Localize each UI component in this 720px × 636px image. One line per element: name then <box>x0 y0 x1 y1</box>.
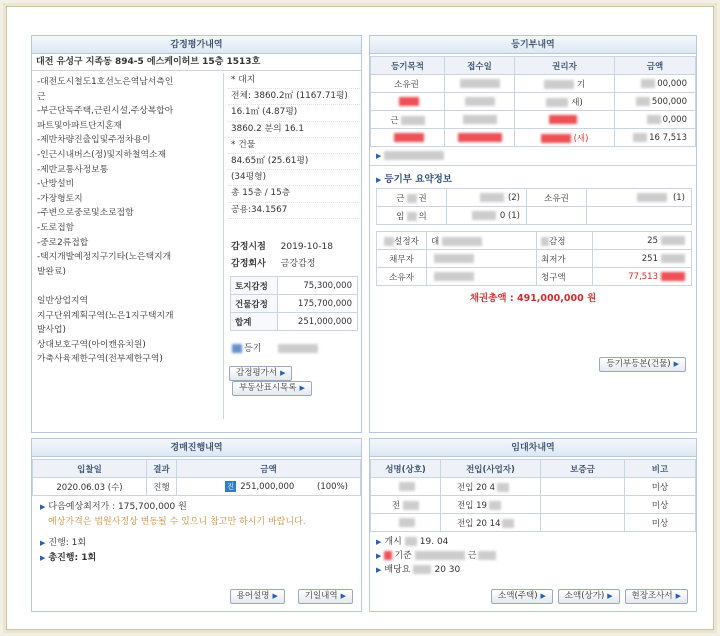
summary-table <box>376 188 692 225</box>
summary-row: 근 권 (2) 소유권 (1) <box>377 189 692 207</box>
description-line: 발사업) <box>37 325 66 336</box>
reg-date <box>445 93 515 111</box>
description-line: -가장형토지 <box>37 193 83 204</box>
property-address: 대전 유성구 지족동 894-5 에스케이허브 15층 1513호 <box>32 54 361 71</box>
total-value: 251,000,000 <box>278 313 358 331</box>
next-min-price: ▶ 다음예상최저가 : 175,700,000 원 <box>40 502 187 512</box>
description-line: -주변으로중로및소로접함 <box>37 208 134 219</box>
area-line: 84.65㎡ (25.61평) <box>228 154 362 170</box>
triangle-icon: ▶ <box>376 566 382 574</box>
triangle-icon: ▶ <box>376 552 382 560</box>
description-line: -도로접함 <box>37 222 75 233</box>
building-value: 175,700,000 <box>278 295 358 313</box>
bid-percent: (100%) <box>317 482 348 492</box>
arrow-right-icon: ▶ <box>280 369 286 377</box>
col-date: 접수일 <box>445 57 515 75</box>
table-row <box>371 129 696 147</box>
bid-result: 진행 <box>147 478 177 496</box>
triangle-icon: ▶ <box>40 503 46 511</box>
registry-table <box>370 56 696 147</box>
appraisal-company-label: 감정회사 <box>231 259 266 269</box>
reg-holder: 새) <box>515 93 615 111</box>
description-line: -제반차량진출입및주정차용이 <box>37 135 151 146</box>
info-row: 소유자 청구액 77,513 <box>377 268 692 286</box>
appraisal-panel <box>31 35 362 433</box>
base-row: ▶ 기준 근 <box>376 549 690 563</box>
table-row: 전입 20 4 미상 <box>371 478 696 496</box>
area-line: * 대지 <box>228 73 362 89</box>
col-deposit: 보증금 <box>541 460 625 478</box>
registry-panel <box>369 35 697 433</box>
page-frame <box>6 6 714 630</box>
area-line: 총 15층 / 15층 <box>228 186 362 202</box>
description-line: -제반교통사정보통 <box>37 164 109 175</box>
total-progress-count: ▶ 총진행: 1회 <box>40 553 97 563</box>
reg-holder <box>515 111 615 129</box>
area-line: * 건물 <box>228 138 362 154</box>
bid-amount: 251,000,000 <box>240 482 295 492</box>
registry-date-row <box>232 342 318 356</box>
appraisal-company: 금강감정 <box>280 259 316 269</box>
dividend-row: ▶ 배당요 20 30 <box>376 565 461 575</box>
reg-amount: 16 7,513 <box>615 129 696 147</box>
col-name: 성명(상호) <box>371 460 441 478</box>
area-info <box>228 73 362 219</box>
appraisal-report-button[interactable]: 감정평가서 ▶ <box>229 366 292 381</box>
terms-button[interactable]: 용어설명 ▶ <box>230 589 285 604</box>
progress-tag: 진 <box>227 482 235 491</box>
table-row <box>371 75 696 93</box>
start-date-row: ▶ 개시 19. 04 <box>376 537 449 547</box>
auction-title: 경매진행내역 <box>32 439 361 457</box>
appraisal-title: 감정평가내역 <box>32 36 361 54</box>
price-notice: 예상가격은 법원사정상 변동될 수 있으니 참고만 하시기 바랍니다. <box>48 517 306 527</box>
appraisal-value-table <box>230 276 358 331</box>
reg-purpose: 근 <box>371 111 445 129</box>
col-amount: 금액 <box>177 460 361 478</box>
description-line: 발완료) <box>37 266 66 277</box>
building-label: 건물감정 <box>231 295 278 313</box>
reg-holder: 기 <box>515 75 615 93</box>
arrow-right-icon: ▶ <box>673 360 679 368</box>
arrow-right-icon: ▶ <box>607 592 613 600</box>
info-row: 설정자 대 감정 25 <box>377 232 692 250</box>
triangle-icon: ▶ <box>376 152 382 160</box>
reg-purpose: 소유권 <box>371 75 445 93</box>
tenant-panel <box>369 438 697 612</box>
small-claim-shop-button[interactable]: 소액(상가) ▶ <box>558 589 620 604</box>
description-line: 파트및아파트단지혼재 <box>37 120 122 131</box>
col-note: 비고 <box>625 460 696 478</box>
reg-holder: (새) <box>515 129 615 147</box>
col-holder: 권리자 <box>515 57 615 75</box>
description-line: 지구단위계획구역(노은1지구택지개 <box>37 310 174 321</box>
col-amount: 금액 <box>615 57 696 75</box>
land-value: 75,300,000 <box>278 277 358 295</box>
info-table <box>376 231 692 286</box>
registry-title: 등기부내역 <box>370 36 696 54</box>
description-line: 일반상업지역 <box>37 295 88 306</box>
reg-amount: 0,000 <box>615 111 696 129</box>
col-bid-date: 입찰일 <box>33 460 147 478</box>
area-line: 공용:34.1567 <box>228 203 362 219</box>
reg-date <box>445 111 515 129</box>
progress-count: ▶ 진행: 1회 <box>40 538 87 548</box>
registry-note <box>370 147 696 165</box>
description-line <box>37 279 223 294</box>
table-row <box>371 93 696 111</box>
description-line: -인근시내버스(정)및지하철역소재 <box>37 149 167 160</box>
description-line: 근 <box>37 91 46 102</box>
reg-purpose <box>371 93 445 111</box>
triangle-icon: ▶ <box>40 554 46 562</box>
arrow-right-icon: ▶ <box>675 592 681 600</box>
registry-copy-button[interactable]: 등기부등본(건물) ▶ <box>599 357 686 372</box>
auction-table <box>32 459 361 496</box>
appraisal-date-label: 감정시점 <box>231 242 266 252</box>
reg-amount: 500,000 <box>615 93 696 111</box>
description-line: -난방설비 <box>37 179 75 190</box>
summary-row: 임 의 0 (1) <box>377 207 692 225</box>
small-claim-home-button[interactable]: 소액(주택) ▶ <box>491 589 553 604</box>
total-label: 합계 <box>231 313 278 331</box>
description-line: -부근단독주택,근린시설,주상복합아 <box>37 106 174 117</box>
appraisal-summary <box>228 239 358 273</box>
description-line: 가축사육제한구역(전부제한구역) <box>37 354 163 365</box>
tenant-title: 임대차내역 <box>370 439 696 457</box>
land-label: 토지감정 <box>231 277 278 295</box>
info-row: 채무자 최저가 251 <box>377 250 692 268</box>
total-claim: 채권총액 : 491,000,000 원 <box>469 293 597 304</box>
description-line: -대전도시철도1호선노은역남서측인 <box>37 77 174 87</box>
reg-date <box>445 129 515 147</box>
triangle-icon: ▶ <box>40 539 46 547</box>
area-line: 16.1㎡ (4.87평) <box>228 105 362 121</box>
col-result: 결과 <box>147 460 177 478</box>
table-row: 전 전입 19 미상 <box>371 496 696 514</box>
col-purpose: 등기목적 <box>371 57 445 75</box>
description-line: -택지개발예정지구기타(노은택지개 <box>37 252 172 263</box>
summary-title: 등기부 요약정보 <box>384 174 452 185</box>
arrow-right-icon: ▶ <box>299 384 305 392</box>
area-line: 3860.2 분의 16.1 <box>228 122 362 138</box>
description-line: -중로2류접합 <box>37 237 89 248</box>
arrow-right-icon: ▶ <box>272 592 278 600</box>
table-row <box>33 478 361 496</box>
reg-date <box>445 75 515 93</box>
bid-date: 2020.06.03 (수) <box>33 478 147 496</box>
area-line: (34평형) <box>228 170 362 186</box>
table-row: 전입 20 14 미상 <box>371 514 696 532</box>
triangle-icon: ▶ <box>376 538 382 546</box>
appraisal-date: 2019-10-18 <box>280 242 333 252</box>
arrow-right-icon: ▶ <box>540 592 546 600</box>
site-survey-button[interactable]: 현장조사서 ▶ <box>625 589 688 604</box>
triangle-icon: ▶ <box>376 176 382 184</box>
description-line: 상대보호구역(아이캔유치원) <box>37 339 146 350</box>
area-line: 전체: 3860.2㎡ (1167.71평) <box>228 89 362 105</box>
col-move-in: 전입(사업자) <box>441 460 541 478</box>
schedule-history-button[interactable]: 기일내역 ▶ <box>298 589 353 604</box>
reg-purpose <box>371 129 445 147</box>
arrow-right-icon: ▶ <box>340 592 346 600</box>
tenant-table <box>370 459 696 532</box>
table-row <box>371 111 696 129</box>
reg-amount: 00,000 <box>615 75 696 93</box>
reg-label: 등기 <box>244 344 262 354</box>
property-list-button[interactable]: 부동산표시목록 ▶ <box>232 381 312 396</box>
property-description <box>32 73 224 419</box>
auction-panel <box>31 438 362 612</box>
